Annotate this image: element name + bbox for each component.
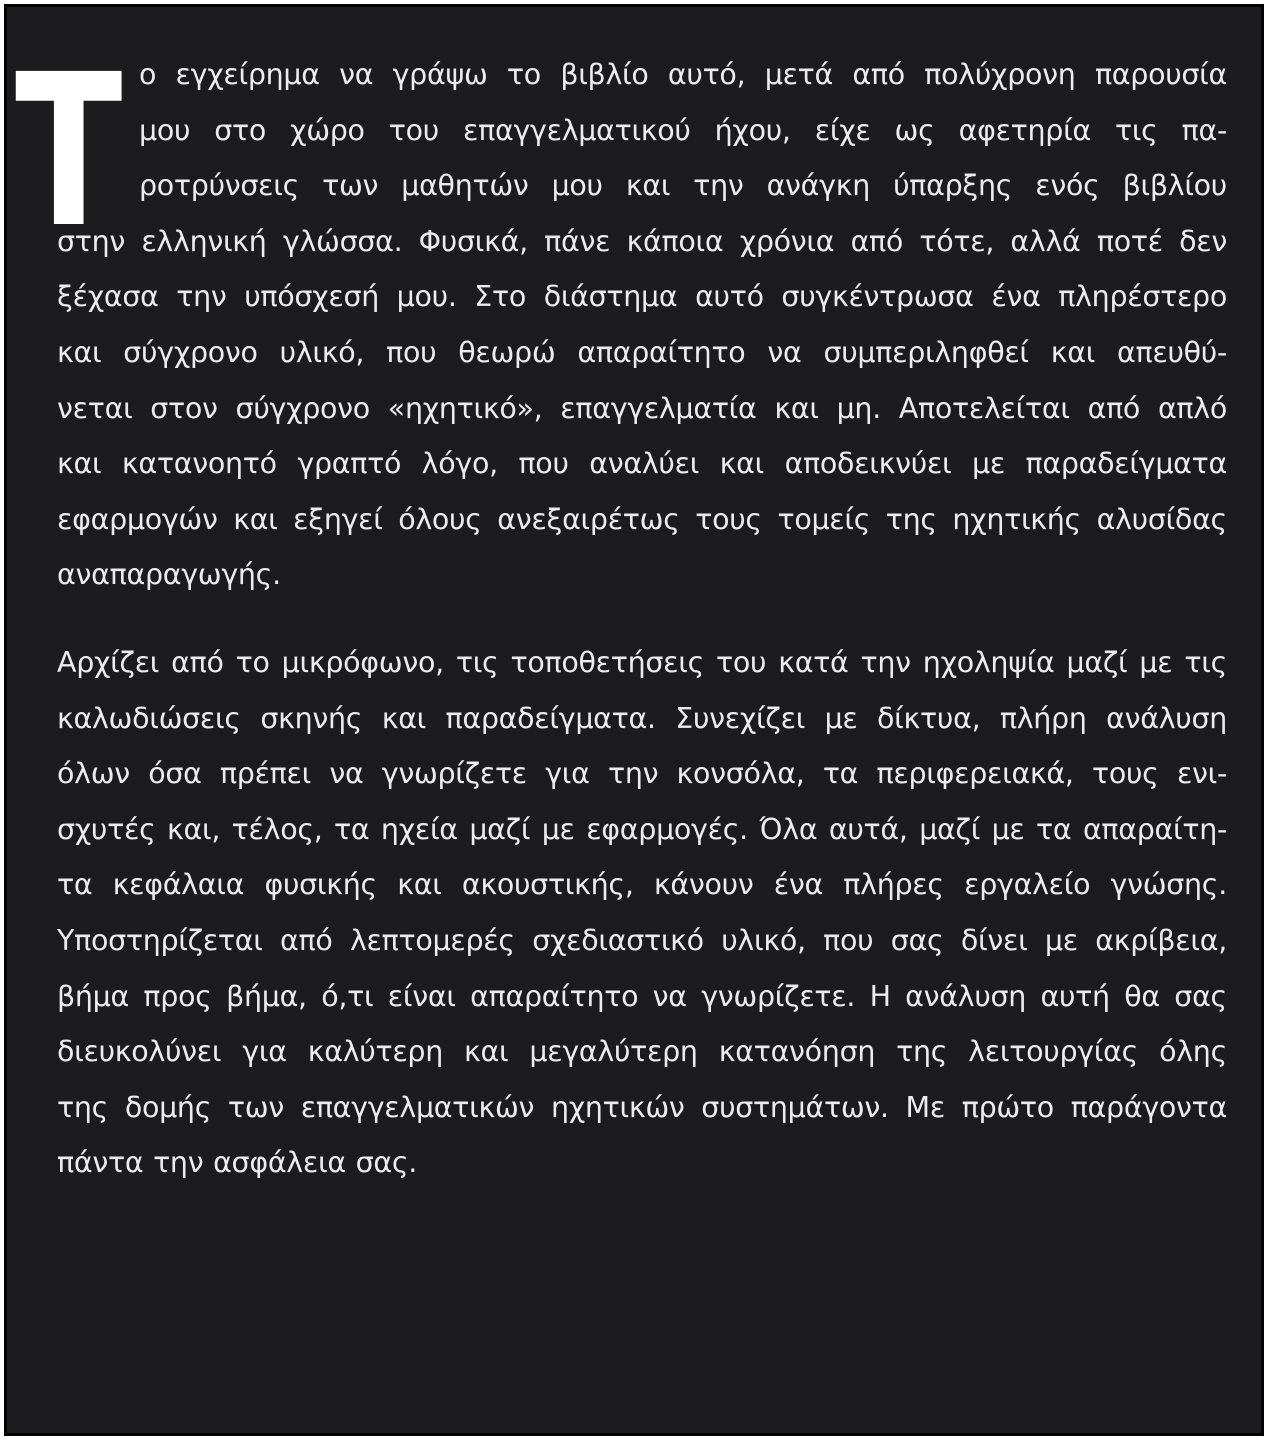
text-line: Υποστηρίζεται από λεπτομερές σχεδιαστικό υλικό, που σας δίνει με ακρίβεια,	[57, 923, 1227, 957]
text-line: και σύγχρονο υλικό, που θεωρώ απαραίτητο να συμπεριληφθεί και απευθύ-	[57, 335, 1227, 369]
text-line: μου στο χώρο του επαγγελματικού ήχου, είχε ως αφετηρία τις πα-	[139, 113, 1227, 147]
text-line: νεται στον σύγχρονο «ηχητικό», επαγγελματία και μη. Αποτελείται από απλό	[57, 391, 1227, 425]
book-back-cover	[4, 4, 1264, 1436]
text-line: καλωδιώσεις σκηνής και παραδείγματα. Συνεχίζει με δίκτυα, πλήρη ανάλυση	[57, 701, 1227, 735]
text-line: αναπαραγωγής.	[57, 558, 281, 592]
text-line: ο εγχείρημα να γράψω το βιβλίο αυτό, μετά από πολύχρονη παρουσία	[139, 58, 1227, 91]
paragraph-2	[57, 635, 1227, 1191]
text-line: και κατανοητό γραπτό λόγο, που αναλύει και αποδεικνύει με παραδείγματα	[57, 447, 1227, 481]
text-line: στην ελληνική γλώσσα. Φυσικά, πάνε κάποια χρόνια από τότε, αλλά ποτέ δεν	[57, 224, 1227, 258]
paragraph-1	[57, 47, 1227, 603]
text-line: της δομής των επαγγελματικών ηχητικών συστημάτων. Με πρώτο παράγοντα	[57, 1090, 1227, 1124]
text-line: ροτρύνσεις των μαθητών μου και την ανάγκη ύπαρξης ενός βιβλίου	[139, 169, 1227, 203]
text-line: ξέχασα την υπόσχεσή μου. Στο διάστημα αυτό συγκέντρωσα ένα πληρέστερο	[57, 280, 1227, 314]
text-line: όλων όσα πρέπει να γνωρίζετε για την κονσόλα, τα περιφερειακά, τους ενι-	[57, 757, 1227, 791]
text-line: διευκολύνει για καλύτερη και μεγαλύτερη κατανόηση της λειτουργίας όλης	[57, 1035, 1227, 1069]
text-line: εφαρμογών και εξηγεί όλους ανεξαιρέτως τους τομείς της ηχητικής αλυσίδας	[57, 502, 1227, 536]
text-line: βήμα προς βήμα, ό,τι είναι απαραίτητο να γνωρίζετε. Η ανάλυση αυτή θα σας	[57, 979, 1227, 1013]
text-line: πάντα την ασφάλεια σας.	[57, 1146, 418, 1180]
body-text	[57, 47, 1227, 1191]
drop-cap-letter: Τ	[15, 29, 123, 274]
text-line: Αρχίζει από το μικρόφωνο, τις τοποθετήσεις του κατά την ηχοληψία μαζί με τις	[57, 645, 1227, 679]
text-line: σχυτές και, τέλος, τα ηχεία μαζί με εφαρμογές. Όλα αυτά, μαζί με τα απαραίτη-	[57, 812, 1227, 846]
text-line: τα κεφάλαια φυσικής και ακουστικής, κάνουν ένα πλήρες εργαλείο γνώσης.	[57, 868, 1227, 902]
